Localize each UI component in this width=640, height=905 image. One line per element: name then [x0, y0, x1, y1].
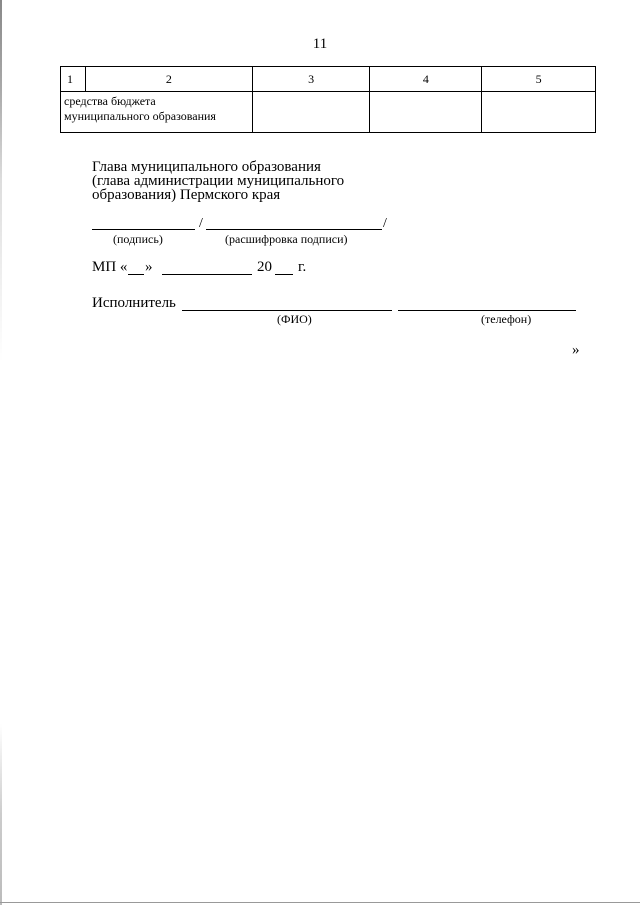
year-prefix: 20 — [257, 259, 272, 275]
row-label-line2: муниципального образования — [64, 109, 216, 123]
signature-slash: / — [199, 216, 203, 231]
table-cell — [252, 92, 370, 133]
table-header-row — [61, 67, 596, 92]
performer-phone-field[interactable] — [398, 310, 576, 311]
stamp-date-line — [92, 258, 352, 278]
performer-name-field[interactable] — [182, 310, 392, 311]
table-header-cell: 1 — [61, 67, 86, 92]
signature-transcript-field[interactable] — [206, 229, 382, 230]
scan-edge-left — [0, 0, 2, 905]
table-cell-label — [61, 92, 253, 133]
budget-table — [60, 66, 596, 133]
page-number: 11 — [312, 36, 328, 52]
signatory-title-line2: (глава администрации муниципального — [92, 173, 345, 189]
signatory-title-line1: Глава муниципального образования — [92, 159, 321, 175]
signatory-title — [92, 160, 344, 202]
year-field[interactable] — [275, 274, 293, 275]
closing-quote: » — [572, 342, 580, 358]
table-cell — [370, 92, 482, 133]
table-header-cell: 2 — [85, 67, 252, 92]
signatory-title-line3: образования) Пермского края — [92, 187, 281, 203]
performer-label: Исполнитель — [92, 295, 176, 311]
signature-slash-end: / — [383, 216, 387, 231]
table-row — [61, 92, 596, 133]
signature-line — [92, 214, 392, 230]
table-header-cell: 5 — [482, 67, 596, 92]
table-header-cell: 4 — [370, 67, 482, 92]
scan-edge-bottom — [0, 902, 640, 903]
month-field[interactable] — [162, 274, 252, 275]
performer-line — [92, 294, 592, 314]
table-cell — [482, 92, 596, 133]
row-label-line1: средства бюджета — [64, 94, 156, 108]
transcript-caption: (расшифровка подписи) — [225, 232, 348, 246]
day-field[interactable] — [128, 274, 144, 275]
year-suffix: г. — [298, 259, 307, 275]
stamp-quote-close: » — [145, 259, 153, 275]
signature-caption: (подпись) — [113, 232, 163, 246]
table-header-cell: 3 — [252, 67, 370, 92]
performer-name-caption: (ФИО) — [277, 312, 312, 326]
performer-phone-caption: (телефон) — [481, 312, 532, 326]
stamp-label: МП « — [92, 259, 128, 275]
signature-field[interactable] — [92, 229, 195, 230]
